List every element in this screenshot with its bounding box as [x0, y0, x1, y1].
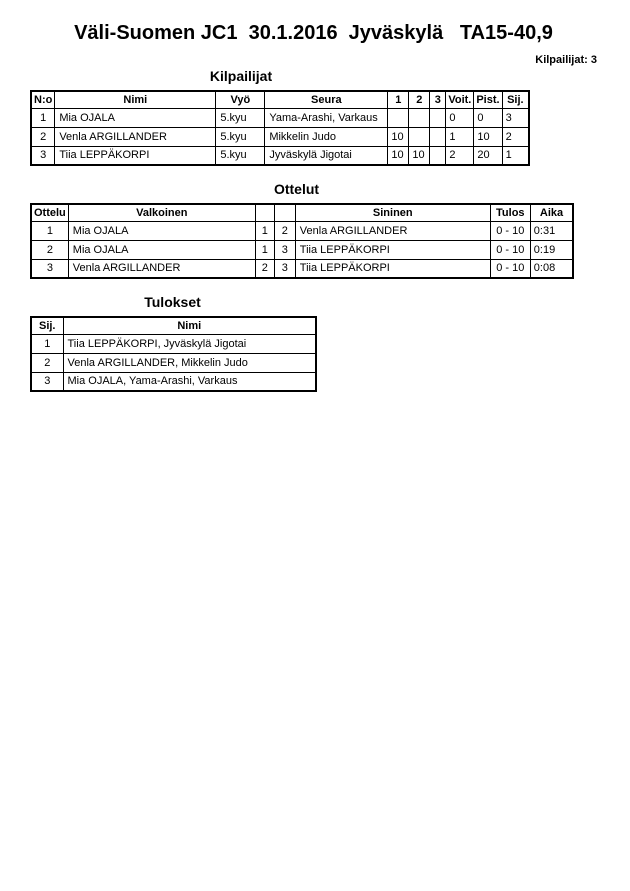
- cell-score-2: 10: [409, 146, 430, 165]
- cell-sij: 3: [502, 108, 529, 127]
- column-header-sij: Sij.: [31, 317, 63, 334]
- ottelut-heading: Ottelut: [273, 181, 320, 197]
- kilpailijat-heading: Kilpailijat: [209, 68, 273, 84]
- column-header-vyo: Vyö: [216, 91, 265, 108]
- column-header-no: N:o: [31, 91, 55, 108]
- cell-white-player: Venla ARGILLANDER: [68, 259, 255, 278]
- column-header-valkoinen: Valkoinen: [68, 204, 255, 221]
- cell-match-no: 3: [31, 259, 68, 278]
- column-header-ottelu: Ottelu: [31, 204, 68, 221]
- table-row: [31, 221, 573, 240]
- section-kilpailijat: [30, 68, 597, 166]
- column-header-nimi: Nimi: [55, 91, 216, 108]
- table-row: [31, 259, 573, 278]
- table-row: [31, 146, 529, 165]
- cell-seura: Jyväskylä Jigotai: [265, 146, 388, 165]
- cell-result: 0 - 10: [490, 221, 530, 240]
- cell-score-1: [388, 108, 409, 127]
- page-title: Väli-Suomen JC1 30.1.2016 Jyväskylä TA15-40,9: [74, 22, 553, 44]
- tulokset-header-row: [31, 317, 316, 334]
- tulokset-heading: Tulokset: [144, 294, 201, 310]
- cell-nimi: Tiia LEPPÄKORPI: [55, 146, 216, 165]
- cell-seura: Yama-Arashi, Varkaus: [265, 108, 388, 127]
- cell-match-no: 1: [31, 221, 68, 240]
- cell-sij: 2: [502, 127, 529, 146]
- cell-sij: 1: [502, 146, 529, 165]
- cell-time: 0:19: [530, 240, 573, 259]
- cell-blue-player: Tiia LEPPÄKORPI: [295, 259, 490, 278]
- cell-white-no: 2: [255, 259, 274, 278]
- table-row: [31, 240, 573, 259]
- cell-name-club: Mia OJALA, Yama-Arashi, Varkaus: [63, 372, 316, 391]
- column-header-1: 1: [388, 91, 409, 108]
- cell-white-player: Mia OJALA: [68, 221, 255, 240]
- cell-name-club: Tiia LEPPÄKORPI, Jyväskylä Jigotai: [63, 334, 316, 353]
- cell-score-2: [409, 108, 430, 127]
- cell-score-3: [430, 146, 446, 165]
- section-tulokset: [30, 294, 597, 392]
- cell-white-no: 1: [255, 240, 274, 259]
- table-row: [31, 353, 316, 372]
- cell-no: 2: [31, 127, 55, 146]
- cell-nimi: Venla ARGILLANDER: [55, 127, 216, 146]
- column-header-tulos: Tulos: [490, 204, 530, 221]
- cell-nimi: Mia OJALA: [55, 108, 216, 127]
- cell-score-3: [430, 108, 446, 127]
- cell-seura: Mikkelin Judo: [265, 127, 388, 146]
- column-header-pist: Pist.: [474, 91, 502, 108]
- cell-white-no: 1: [255, 221, 274, 240]
- column-header-aika: Aika: [530, 204, 573, 221]
- cell-score-1: 10: [388, 146, 409, 165]
- cell-pist: 0: [474, 108, 502, 127]
- cell-vyo: 5.kyu: [216, 146, 265, 165]
- table-row: [31, 127, 529, 146]
- cell-rank: 1: [31, 334, 63, 353]
- cell-no: 3: [31, 146, 55, 165]
- table-row: [31, 108, 529, 127]
- cell-rank: 3: [31, 372, 63, 391]
- table-row: [31, 334, 316, 353]
- cell-result: 0 - 10: [490, 240, 530, 259]
- cell-name-club: Venla ARGILLANDER, Mikkelin Judo: [63, 353, 316, 372]
- column-header-nimi: Nimi: [63, 317, 316, 334]
- column-header-seura: Seura: [265, 91, 388, 108]
- cell-voit: 2: [446, 146, 474, 165]
- cell-pist: 10: [474, 127, 502, 146]
- cell-blue-player: Venla ARGILLANDER: [295, 221, 490, 240]
- column-header-sij: Sij.: [502, 91, 529, 108]
- cell-voit: 0: [446, 108, 474, 127]
- cell-no: 1: [31, 108, 55, 127]
- cell-time: 0:31: [530, 221, 573, 240]
- column-header-voit: Voit.: [446, 91, 474, 108]
- cell-score-3: [430, 127, 446, 146]
- cell-blue-no: 3: [274, 259, 295, 278]
- cell-result: 0 - 10: [490, 259, 530, 278]
- cell-time: 0:08: [530, 259, 573, 278]
- column-header-2: 2: [409, 91, 430, 108]
- cell-vyo: 5.kyu: [216, 127, 265, 146]
- kilpailijat-header-row: [31, 91, 529, 108]
- column-header-sininen: Sininen: [295, 204, 490, 221]
- cell-score-2: [409, 127, 430, 146]
- column-header-blank-1: [255, 204, 274, 221]
- cell-blue-no: 3: [274, 240, 295, 259]
- cell-blue-player: Tiia LEPPÄKORPI: [295, 240, 490, 259]
- section-ottelut: [30, 181, 597, 279]
- ottelut-header-row: [31, 204, 573, 221]
- cell-white-player: Mia OJALA: [68, 240, 255, 259]
- competitor-count: Kilpailijat: 3: [535, 54, 597, 66]
- cell-rank: 2: [31, 353, 63, 372]
- cell-voit: 1: [446, 127, 474, 146]
- cell-pist: 20: [474, 146, 502, 165]
- cell-match-no: 2: [31, 240, 68, 259]
- tulokset-table: [30, 316, 317, 392]
- column-header-blank-2: [274, 204, 295, 221]
- ottelut-table: [30, 203, 574, 279]
- kilpailijat-table: [30, 90, 530, 166]
- cell-score-1: 10: [388, 127, 409, 146]
- column-header-3: 3: [430, 91, 446, 108]
- cell-vyo: 5.kyu: [216, 108, 265, 127]
- cell-blue-no: 2: [274, 221, 295, 240]
- table-row: [31, 372, 316, 391]
